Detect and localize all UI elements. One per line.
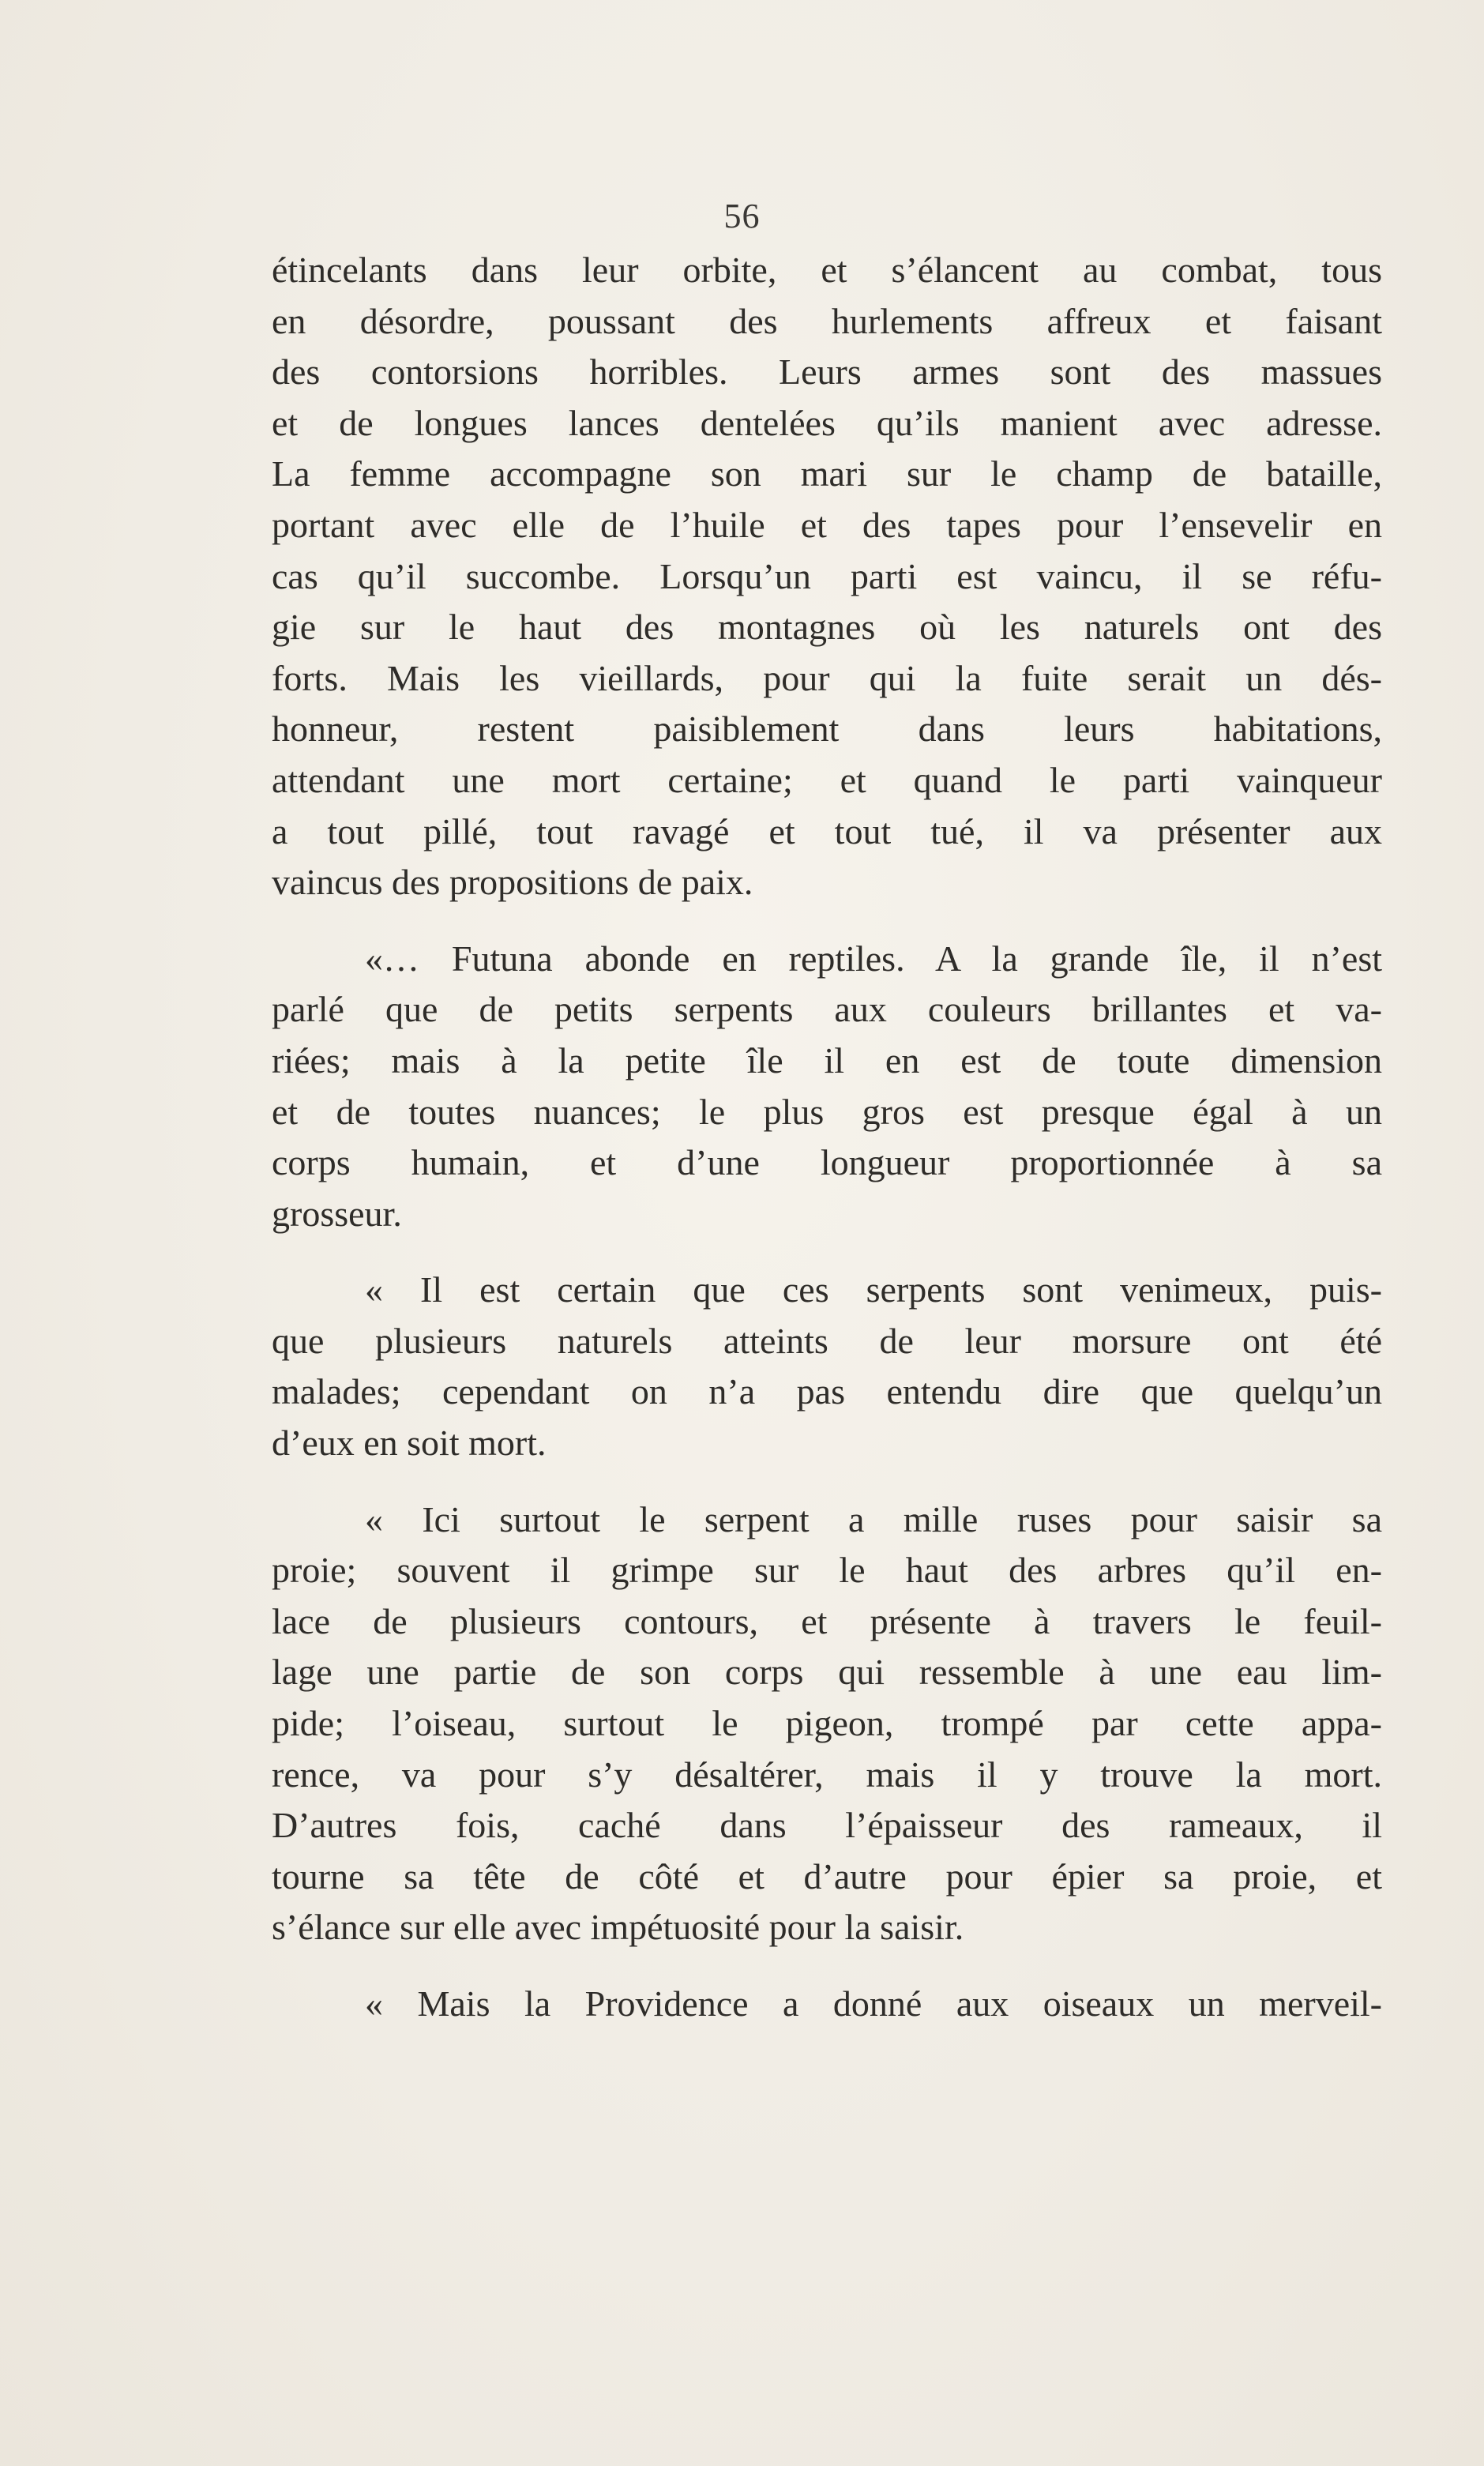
text-line: cas qu’il succombe. Lorsqu’un parti est vaincu, il se réfu- [272,555,1382,596]
text-line: «… Futuna abonde en reptiles. A la grande île, il n’est [365,938,1382,979]
text-line: « Ici surtout le serpent a mille ruses pour saisir sa [365,1498,1382,1539]
text-line: étincelants dans leur orbite, et s’élancent au combat, tous [272,250,1382,290]
text-line: « Mais la Providence a donné aux oiseaux un merveil- [365,1983,1382,2024]
text-line: malades; cependant on n’a pas entendu dire que quelqu’un [272,1371,1382,1412]
text-line: forts. Mais les vieillards, pour qui la fuite serait un dés- [272,657,1382,698]
text-line: gie sur le haut des montagnes où les naturels ont des [272,607,1382,648]
text-line: tourne sa tête de côté et d’autre pour épier sa proie, et [272,1855,1382,1896]
paragraph-4 [272,1494,1382,1953]
text-line: « Il est certain que ces serpents sont venimeux, puis- [365,1269,1382,1310]
text-line: La femme accompagne son mari sur le champ de bataille, [272,453,1382,494]
text-line: portant avec elle de l’huile et des tapes pour l’ensevelir en [272,504,1382,545]
text-line: D’autres fois, caché dans l’épaisseur des rameaux, il [272,1805,1382,1846]
text-line: d’eux en soit mort. [272,1423,547,1464]
text-line: vaincus des propositions de paix. [272,862,753,903]
text-line: en désordre, poussant des hurlements affreux et faisant [272,300,1382,341]
paragraph-2 [272,934,1382,1240]
text-line: corps humain, et d’une longueur proportionnée à sa [272,1142,1382,1183]
text-line: parlé que de petits serpents aux couleurs brillantes et va- [272,989,1382,1030]
text-line: rence, va pour s’y désaltérer, mais il y trouve la mort. [272,1754,1382,1795]
text-line: attendant une mort certaine; et quand le parti vainqueur [272,759,1382,800]
text-line: lace de plusieurs contours, et présente à travers le feuil- [272,1600,1382,1641]
paragraph-5 [272,1979,1382,2030]
paragraph-3 [272,1265,1382,1468]
text-line: grosseur. [272,1193,402,1234]
text-line: lage une partie de son corps qui ressemble à une eau lim- [272,1652,1382,1693]
page-number: 56 [723,197,761,235]
text-line: pide; l’oiseau, surtout le pigeon, trompé par cette appa- [272,1703,1382,1744]
text-line: honneur, restent paisiblement dans leurs habitations, [272,709,1382,750]
text-line: que plusieurs naturels atteints de leur morsure ont été [272,1320,1382,1361]
text-line: et de longues lances dentelées qu’ils manient avec adresse. [272,402,1382,443]
text-line: riées; mais à la petite île il en est de toute dimension [272,1039,1382,1081]
text-line: a tout pillé, tout ravagé et tout tué, il va présenter aux [272,810,1382,851]
body-text [272,245,1382,2030]
paragraph-1 [272,245,1382,908]
text-line: proie; souvent il grimpe sur le haut des arbres qu’il en- [272,1550,1382,1591]
text-line: s’élance sur elle avec impétuosité pour la saisir. [272,1907,964,1948]
text-line: et de toutes nuances; le plus gros est presque égal à un [272,1091,1382,1132]
text-line: des contorsions horribles. Leurs armes sont des massues [272,351,1382,393]
